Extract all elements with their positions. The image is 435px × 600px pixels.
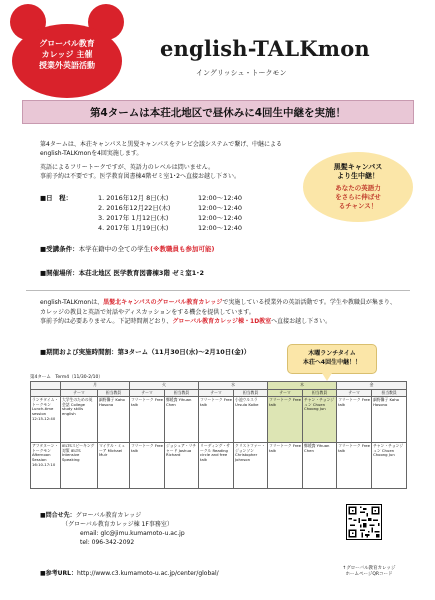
qr-code-icon [346,504,382,540]
desc-part: へ直接お越し下さい。 [271,318,332,325]
theme-cell: フリートーク Free talk [268,397,303,443]
desc-part: english-TALKmonは、 [40,299,104,306]
time-value: 12:00～12:40 [198,204,242,212]
reference-label: ■参考URL： [40,570,77,577]
theme-cell: フリートーク Free talk [130,397,165,443]
callout-tail [322,373,332,381]
session-header: ランチタイム・トークモン Lunch-time session 12:15-12:40 [31,397,61,443]
logo-line-3: 授業外英語活動 [39,61,95,70]
qr-caption-line-1: ↑グローバル教育カレッジ [342,566,396,571]
desc-highlight: グローバル教育カレッジ棟・1D教室 [172,318,272,325]
sub-header: 担当教員 [234,389,268,397]
intro-text [40,140,300,186]
table-row [31,443,407,489]
sub-header: テーマ [199,389,234,397]
teacher-cell: 小池ウルスラ Ursula Koike [234,397,268,443]
theme-cell: フリートーク Free talk [199,397,234,443]
theme-cell: IELTSスピーキング対策 IELTS Intensive Speaking [61,443,98,489]
promo-bubble [303,152,413,222]
sub-header: 担当教員 [98,389,130,397]
date-value: 4. 2017年 1月19日(木) [98,224,169,232]
session-header: アフタヌーン・トークモン Afternoon Session 16:10-17:10 [31,443,61,489]
contact-org-building: （グローバル教育カレッジ棟 1F事務室） [62,521,173,528]
college-logo [8,4,126,100]
date-value: 2. 2016年12月22日(木) [98,204,171,212]
logo-text [8,38,126,71]
program-description [40,298,396,327]
sub-header: 担当教員 [165,389,199,397]
bubble-line-2: より生中継！ [337,172,379,180]
date-row [40,203,300,213]
schedule-table [30,381,407,489]
eligibility-note: (※教職員も参加可能) [150,245,215,253]
table-day-row [31,382,407,390]
intro-paragraph-1: 第4タームは、本荘キャンパスと黒髪キャンパスをテレビ会議システムで繋げ、中継によるenglish-TALKmonを4回実施します。 [40,141,283,157]
time-value: 12:00～12:40 [198,194,242,202]
theme-cell: フリートーク Free talk [337,397,372,443]
desc-highlight: 黒髪北キャンパスのグローバル教育カレッジ [103,299,223,306]
sub-header: テーマ [337,389,372,397]
day-header: 火 [130,382,199,390]
bubble-line-4: をさらに伸ばせ [335,193,381,201]
theme-cell: フリートーク Free talk [337,443,372,489]
time-value: 12:00～12:40 [198,214,242,222]
dates-label: ■日 程： [40,194,73,202]
contact-label: ■問合せ先： [40,512,76,519]
date-row [40,223,300,233]
bubble-line-1: 黒髪キャンパス [333,163,383,171]
contact-org: グローバル教育カレッジ [75,512,142,519]
teacher-cell: 細野馨子 Kaho Hosono [372,397,407,443]
venue-text: 本荘北地区 医学教育図書棟3階 ゼミ室1･2 [78,269,205,277]
intro-paragraph-2 [40,163,300,181]
venue [40,268,204,277]
date-value: 3. 2017年 1月12日(木) [98,214,169,222]
day-header: 水 [199,382,268,390]
sub-header: 担当教員 [372,389,407,397]
eligibility-label: ■受講条件： [40,245,79,253]
schedule-dates [40,193,300,233]
desc-part: 事前予約は必要ありません。下記時間割どおり、 [40,318,173,325]
logo-line-1: グローバル教育 [39,39,95,48]
qr-caption [330,566,408,578]
theme-cell: フリートーク Free talk [268,443,303,489]
intro-p2-line1: 英語によるフリートークですが、英語力のレベルは問いません。 [40,164,215,171]
theme-cell: 大学生のための英会話 College study skills english [61,397,98,443]
sub-header: テーマ [268,389,303,397]
logo-line-2: カレッジ 主催 [41,50,93,59]
eligibility-text: 本学在籍中の全ての学生 [78,245,151,253]
date-row [40,193,300,203]
announcement-banner: 第4タームは本荘北地区で昼休みに4回生中継を実施！ [22,100,414,124]
term-label: 第4ターム Term4（11/30-2/10） [30,375,103,380]
contact-info [40,511,185,547]
table-subheader-row [31,389,407,397]
teacher-cell: 細野馨子 Kaho Hosono [98,397,130,443]
desc-part: で実施している授業外の英語活動です。学生や教職員が集まり、カレッジの教員と英語で対話やディスカッションをする機会を提供しています。 [40,299,396,316]
teacher-cell: 鄭媛寰 Yihuan Chen [303,443,337,489]
time-value: 12:00～12:40 [198,224,242,232]
intro-p2-line2: 事前予約は不要です。医学教育図書棟4階ゼミ室1･2へ直接お越し下さい。 [40,173,240,180]
reference-link[interactable]: http://www.c3.kumamoto-u.ac.jp/center/global/ [77,570,219,577]
contact-email[interactable]: email: glc@jimu.kumamoto-u.ac.jp [80,530,185,537]
qr-caption-line-2: ホームページQRコード [345,572,393,577]
contact-tel: tel: 096-342-2092 [80,539,135,546]
table-row [31,397,407,443]
teacher-cell: チャン・チョンジュン Chuen Choong Jun [372,443,407,489]
bubble-line-5: るチャンス！ [338,202,378,210]
teacher-cell: チャン・チョンジュン Chuen Choong Jun [303,397,337,443]
date-value: 1. 2016年12月 8日(木) [98,194,169,202]
teacher-cell: 鄭媛寰 Yihuan Chen [165,397,199,443]
teacher-cell: マイケル・ミューア Michael Muir [98,443,130,489]
teacher-cell: ジョシュア・リチャード Joshua Richard [165,443,199,489]
callout-line-2: 本荘へ4回生中継！！ [302,359,362,366]
theme-cell: フリートーク Free talk [130,443,165,489]
period-heading: ■期間および実施時間割：第3ターム（11月30日(水)～2月10日(金)） [40,348,251,356]
reference-url [40,568,219,577]
venue-label: ■開催場所： [40,269,79,277]
teacher-cell: クリストファー・ジョンソン Christopher Johnson [234,443,268,489]
theme-cell: リーディング・サークル Reading circle and free talk [199,443,234,489]
table-corner [31,389,61,397]
sub-header: テーマ [130,389,165,397]
day-header: 金 [337,382,407,390]
callout-line-1: 木曜ランチタイム [308,350,356,357]
sub-header: テーマ [61,389,98,397]
bubble-line-3: あなたの英語力 [335,184,381,192]
eligibility [40,244,214,253]
date-row [40,213,300,223]
table-corner [31,382,61,390]
day-header: 月 [61,382,130,390]
divider [26,290,410,291]
page-title: english-TALKmon [160,36,370,61]
sub-header: 担当教員 [303,389,337,397]
day-header: 木 [268,382,337,390]
page-subtitle: イングリッシュ・トークモン [196,69,287,77]
lunch-callout [287,344,377,374]
